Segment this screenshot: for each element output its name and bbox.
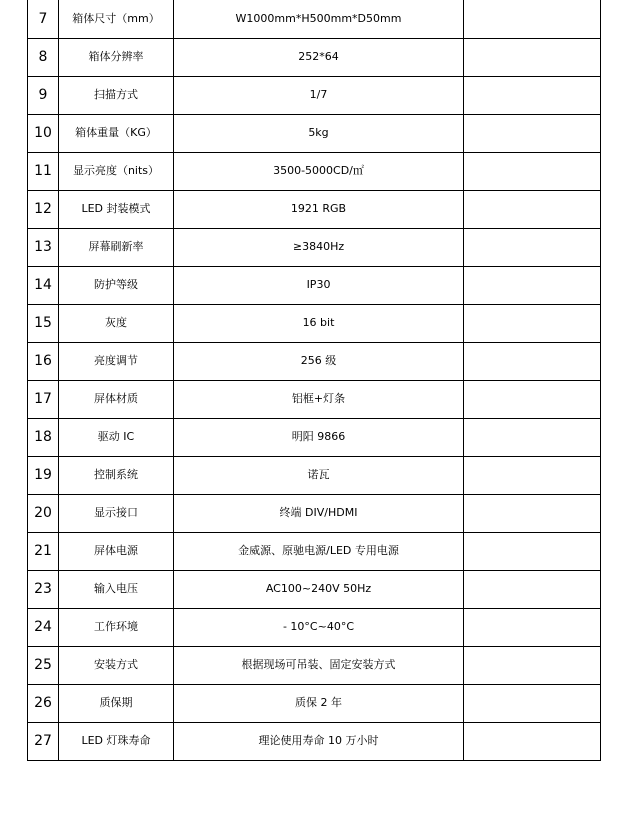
parameter-value-cell: 256 级 [174,342,464,380]
parameter-value-cell: 16 bit [174,304,464,342]
parameter-name-cell: 输入电压 [59,570,174,608]
spec-table [27,0,601,761]
row-number-cell: 8 [28,38,59,76]
remark-cell [464,76,601,114]
parameter-value-cell: 诺瓦 [174,456,464,494]
parameter-name-cell: 工作环境 [59,608,174,646]
parameter-name-cell: 亮度调节 [59,342,174,380]
table-row [28,646,601,684]
row-number-cell: 15 [28,304,59,342]
table-row [28,152,601,190]
row-number-cell: 21 [28,532,59,570]
row-number-cell: 16 [28,342,59,380]
remark-cell [464,38,601,76]
table-row [28,304,601,342]
remark-cell [464,646,601,684]
parameter-name-cell: LED 封装模式 [59,190,174,228]
remark-cell [464,304,601,342]
parameter-value-cell: 终端 DIV/HDMI [174,494,464,532]
remark-cell [464,114,601,152]
parameter-name-cell: 控制系统 [59,456,174,494]
parameter-value-cell: W1000mm*H500mm*D50mm [174,0,464,38]
parameter-name-cell: 箱体尺寸（mm） [59,0,174,38]
remark-cell [464,190,601,228]
row-number-cell: 13 [28,228,59,266]
remark-cell [464,608,601,646]
table-row [28,532,601,570]
spec-table-body [28,0,601,760]
parameter-name-cell: LED 灯珠寿命 [59,722,174,760]
row-number-cell: 25 [28,646,59,684]
table-row [28,456,601,494]
table-row [28,418,601,456]
parameter-value-cell: 明阳 9866 [174,418,464,456]
parameter-name-cell: 安装方式 [59,646,174,684]
parameter-name-cell: 质保期 [59,684,174,722]
parameter-value-cell: ≥3840Hz [174,228,464,266]
row-number-cell: 23 [28,570,59,608]
remark-cell [464,570,601,608]
parameter-value-cell: 质保 2 年 [174,684,464,722]
remark-cell [464,456,601,494]
remark-cell [464,228,601,266]
table-row [28,380,601,418]
row-number-cell: 12 [28,190,59,228]
parameter-value-cell: 1/7 [174,76,464,114]
table-row [28,494,601,532]
parameter-value-cell: 3500-5000CD/㎡ [174,152,464,190]
row-number-cell: 17 [28,380,59,418]
parameter-name-cell: 箱体分辨率 [59,38,174,76]
row-number-cell: 20 [28,494,59,532]
row-number-cell: 27 [28,722,59,760]
parameter-value-cell: 1921 RGB [174,190,464,228]
table-row [28,570,601,608]
row-number-cell: 26 [28,684,59,722]
remark-cell [464,684,601,722]
remark-cell [464,0,601,38]
table-row [28,342,601,380]
parameter-value-cell: 252*64 [174,38,464,76]
parameter-name-cell: 屏幕刷新率 [59,228,174,266]
remark-cell [464,342,601,380]
table-row [28,114,601,152]
table-row [28,608,601,646]
parameter-value-cell: 金威源、原驰电源/LED 专用电源 [174,532,464,570]
remark-cell [464,266,601,304]
remark-cell [464,532,601,570]
parameter-name-cell: 灰度 [59,304,174,342]
parameter-name-cell: 显示接口 [59,494,174,532]
table-row [28,0,601,38]
row-number-cell: 18 [28,418,59,456]
parameter-value-cell: IP30 [174,266,464,304]
row-number-cell: 14 [28,266,59,304]
parameter-name-cell: 驱动 IC [59,418,174,456]
table-row [28,38,601,76]
remark-cell [464,722,601,760]
row-number-cell: 11 [28,152,59,190]
parameter-name-cell: 屏体材质 [59,380,174,418]
parameter-value-cell: 理论使用寿命 10 万小时 [174,722,464,760]
table-row [28,684,601,722]
row-number-cell: 24 [28,608,59,646]
remark-cell [464,380,601,418]
row-number-cell: 10 [28,114,59,152]
table-row [28,266,601,304]
table-row [28,190,601,228]
row-number-cell: 19 [28,456,59,494]
parameter-value-cell: AC100~240V 50Hz [174,570,464,608]
parameter-value-cell: 铝框+灯条 [174,380,464,418]
row-number-cell: 9 [28,76,59,114]
parameter-value-cell: - 10°C~40°C [174,608,464,646]
parameter-value-cell: 根据现场可吊装、固定安装方式 [174,646,464,684]
parameter-value-cell: 5kg [174,114,464,152]
parameter-name-cell: 显示亮度（nits） [59,152,174,190]
row-number-cell: 7 [28,0,59,38]
table-row [28,722,601,760]
remark-cell [464,418,601,456]
parameter-name-cell: 扫描方式 [59,76,174,114]
parameter-name-cell: 箱体重量（KG） [59,114,174,152]
remark-cell [464,494,601,532]
parameter-name-cell: 屏体电源 [59,532,174,570]
table-row [28,228,601,266]
table-row [28,76,601,114]
remark-cell [464,152,601,190]
parameter-name-cell: 防护等级 [59,266,174,304]
